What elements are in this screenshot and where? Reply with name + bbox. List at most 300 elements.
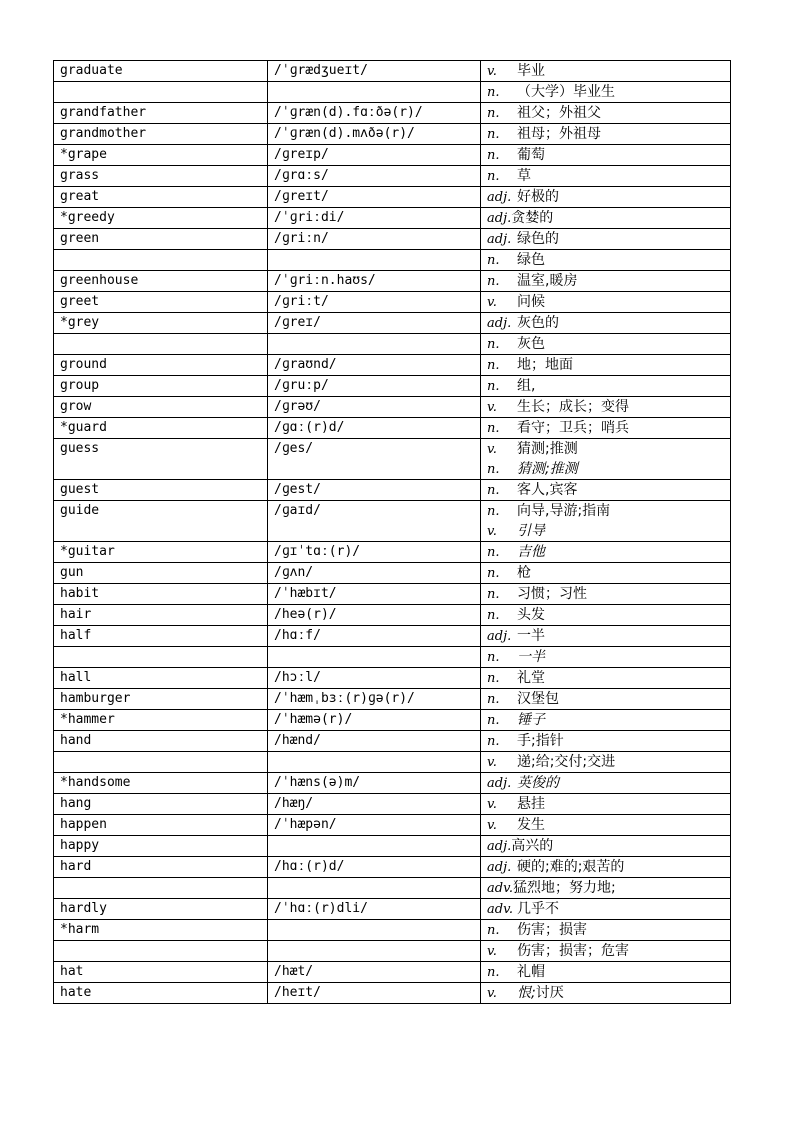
definition: 伤害；损害 [517, 922, 587, 938]
sense-line [487, 794, 730, 814]
table-row [54, 313, 731, 334]
phonetic-cell [268, 878, 481, 899]
phonetic-cell: /heɪt/ [268, 983, 481, 1004]
part-of-speech: v. [487, 986, 497, 1001]
part-of-speech: n. [487, 545, 500, 560]
sense-line [487, 752, 730, 772]
phonetic-cell: /hɔːl/ [268, 668, 481, 689]
phonetic-cell: /ˈɡræn(d).fɑːðə(r)/ [268, 103, 481, 124]
table-row [54, 773, 731, 794]
part-of-speech: n. [487, 587, 500, 602]
sense-line [487, 647, 730, 667]
part-of-speech: v. [487, 818, 497, 833]
word-cell: half [54, 626, 268, 647]
sense-line [487, 61, 730, 81]
sense-line [487, 668, 730, 688]
meaning-cell [481, 815, 731, 836]
definition: 组, [517, 378, 536, 394]
table-row [54, 480, 731, 501]
part-of-speech: n. [487, 566, 500, 581]
meaning-cell [481, 752, 731, 773]
definition: 几乎不 [517, 901, 559, 917]
word-cell: grass [54, 166, 268, 187]
word-cell: greet [54, 292, 268, 313]
word-cell [54, 82, 268, 103]
table-row [54, 124, 731, 145]
word-cell: green [54, 229, 268, 250]
phonetic-cell [268, 334, 481, 355]
sense-line [487, 103, 730, 123]
definition: 毕业 [517, 63, 545, 79]
phonetic-cell: /ˈhæmˌbɜː(r)ɡə(r)/ [268, 689, 481, 710]
part-of-speech: v. [487, 524, 497, 539]
meaning-cell [481, 480, 731, 501]
sense-line [487, 439, 730, 459]
definition: 猜测;推测 [517, 441, 578, 457]
table-row [54, 187, 731, 208]
definition: 一半 [517, 628, 545, 644]
meaning-cell [481, 124, 731, 145]
table-row [54, 542, 731, 563]
part-of-speech: v. [487, 64, 497, 79]
part-of-speech: v. [487, 944, 497, 959]
part-of-speech: n. [487, 462, 500, 477]
word-cell [54, 752, 268, 773]
phonetic-cell [268, 82, 481, 103]
word-cell: hall [54, 668, 268, 689]
table-row [54, 626, 731, 647]
definition: 猜测;推测 [517, 461, 578, 477]
table-row [54, 355, 731, 376]
sense-line [487, 187, 730, 207]
word-cell: hat [54, 962, 268, 983]
sense-line [487, 459, 730, 479]
part-of-speech: n. [487, 734, 500, 749]
phonetic-cell: /hɑː(r)d/ [268, 857, 481, 878]
meaning-cell [481, 605, 731, 626]
table-row [54, 271, 731, 292]
part-of-speech: n. [487, 692, 500, 707]
definition: 汉堡包 [517, 691, 559, 707]
word-cell: *guard [54, 418, 268, 439]
phonetic-cell: /heə(r)/ [268, 605, 481, 626]
word-cell: hair [54, 605, 268, 626]
part-of-speech: adv. [487, 881, 514, 896]
word-cell: guest [54, 480, 268, 501]
part-of-speech: v. [487, 755, 497, 770]
word-cell: great [54, 187, 268, 208]
table-row [54, 61, 731, 82]
part-of-speech: adj. [487, 316, 512, 331]
word-cell [54, 250, 268, 271]
phonetic-cell: /ˈɡrædʒueɪt/ [268, 61, 481, 82]
meaning-cell [481, 857, 731, 878]
table-row [54, 563, 731, 584]
phonetic-cell [268, 836, 481, 857]
sense-line [487, 292, 730, 312]
phonetic-cell [268, 647, 481, 668]
table-row [54, 794, 731, 815]
table-row [54, 647, 731, 668]
definition: 温室,暖房 [517, 273, 578, 289]
table-row [54, 920, 731, 941]
meaning-cell [481, 61, 731, 82]
part-of-speech: n. [487, 650, 500, 665]
sense-line [487, 731, 730, 751]
part-of-speech: n. [487, 504, 500, 519]
sense-line [487, 271, 730, 291]
meaning-cell [481, 334, 731, 355]
part-of-speech: v. [487, 400, 497, 415]
sense-line [487, 983, 730, 1003]
definition-rest: 讨厌 [535, 985, 564, 1001]
part-of-speech: n. [487, 358, 500, 373]
table-row [54, 292, 731, 313]
sense-line [487, 920, 730, 940]
phonetic-cell: /ɡrɑːs/ [268, 166, 481, 187]
part-of-speech: adv. [487, 902, 514, 917]
meaning-cell [481, 501, 731, 542]
meaning-cell [481, 397, 731, 418]
sense-line [487, 355, 730, 375]
meaning-cell [481, 376, 731, 397]
sense-line [487, 542, 730, 562]
word-cell: *grey [54, 313, 268, 334]
definition: 礼堂 [517, 670, 545, 686]
table-row [54, 418, 731, 439]
word-cell: habit [54, 584, 268, 605]
word-cell: graduate [54, 61, 268, 82]
definition-italic-part: 恨; [517, 985, 536, 1001]
part-of-speech: n. [487, 608, 500, 623]
phonetic-cell: /ˈhæmə(r)/ [268, 710, 481, 731]
table-row [54, 397, 731, 418]
part-of-speech: adj. [487, 211, 512, 226]
phonetic-cell: /ɡʌn/ [268, 563, 481, 584]
table-row [54, 82, 731, 103]
part-of-speech: v. [487, 442, 497, 457]
meaning-cell [481, 563, 731, 584]
sense-line [487, 208, 730, 228]
definition: 悬挂 [517, 796, 545, 812]
phonetic-cell: /ɡraʊnd/ [268, 355, 481, 376]
part-of-speech: adj. [487, 839, 512, 854]
meaning-cell [481, 941, 731, 962]
part-of-speech: adj. [487, 629, 512, 644]
meaning-cell [481, 82, 731, 103]
word-cell: grandmother [54, 124, 268, 145]
sense-line [487, 376, 730, 396]
phonetic-cell: /hɑːf/ [268, 626, 481, 647]
meaning-cell [481, 313, 731, 334]
part-of-speech: n. [487, 421, 500, 436]
meaning-cell [481, 647, 731, 668]
phonetic-cell: /ɡreɪ/ [268, 313, 481, 334]
part-of-speech: n. [487, 169, 500, 184]
definition: 猛烈地；努力地; [513, 880, 616, 896]
meaning-cell [481, 962, 731, 983]
sense-line [487, 962, 730, 982]
definition: 锤子 [517, 712, 545, 728]
meaning-cell [481, 773, 731, 794]
definition: 绿色的 [517, 231, 559, 247]
phonetic-cell [268, 752, 481, 773]
phonetic-cell: /ɡɑː(r)d/ [268, 418, 481, 439]
table-row [54, 501, 731, 542]
part-of-speech: n. [487, 923, 500, 938]
table-row [54, 439, 731, 480]
sense-line [487, 857, 730, 877]
phonetic-cell: /ɡreɪt/ [268, 187, 481, 208]
meaning-cell [481, 878, 731, 899]
meaning-cell [481, 794, 731, 815]
phonetic-cell: /ˈhɑː(r)dli/ [268, 899, 481, 920]
meaning-cell [481, 836, 731, 857]
phonetic-cell: /ɡest/ [268, 480, 481, 501]
phonetic-cell: /ˈɡræn(d).mʌðə(r)/ [268, 124, 481, 145]
definition: 灰色的 [517, 315, 559, 331]
phonetic-cell: /hæt/ [268, 962, 481, 983]
table-row [54, 710, 731, 731]
definition: 习惯；习性 [517, 586, 587, 602]
table-row [54, 229, 731, 250]
sense-line [487, 941, 730, 961]
phonetic-cell: /ɡriːn/ [268, 229, 481, 250]
table-row [54, 376, 731, 397]
word-cell: *guitar [54, 542, 268, 563]
table-row [54, 689, 731, 710]
part-of-speech: n. [487, 148, 500, 163]
definition: 向导,导游;指南 [517, 503, 611, 519]
table-row [54, 103, 731, 124]
meaning-cell [481, 542, 731, 563]
part-of-speech: n. [487, 671, 500, 686]
word-cell: hate [54, 983, 268, 1004]
word-cell [54, 941, 268, 962]
table-row [54, 983, 731, 1004]
definition: 硬的;难的;艰苦的 [517, 859, 625, 875]
definition: 手;指针 [517, 733, 564, 749]
word-cell: happen [54, 815, 268, 836]
vocabulary-page [53, 60, 730, 1004]
phonetic-cell: /ɡɪˈtɑː(r)/ [268, 542, 481, 563]
word-cell: ground [54, 355, 268, 376]
part-of-speech: n. [487, 337, 500, 352]
phonetic-cell [268, 920, 481, 941]
word-cell: grandfather [54, 103, 268, 124]
meaning-cell [481, 271, 731, 292]
definition: 英俊的 [517, 775, 559, 791]
word-cell: hamburger [54, 689, 268, 710]
table-row [54, 208, 731, 229]
meaning-cell [481, 983, 731, 1004]
definition: 灰色 [517, 336, 545, 352]
definition: 问候 [517, 294, 545, 310]
table-row [54, 250, 731, 271]
part-of-speech: n. [487, 965, 500, 980]
table-row [54, 899, 731, 920]
definition: 生长；成长；变得 [517, 399, 629, 415]
table-row [54, 731, 731, 752]
part-of-speech: n. [487, 106, 500, 121]
meaning-cell [481, 250, 731, 271]
definition: 引导 [517, 523, 545, 539]
part-of-speech: v. [487, 797, 497, 812]
meaning-cell [481, 355, 731, 376]
meaning-cell [481, 626, 731, 647]
phonetic-cell: /ɡaɪd/ [268, 501, 481, 542]
part-of-speech: n. [487, 253, 500, 268]
table-row [54, 836, 731, 857]
definition: 祖母；外祖母 [517, 126, 601, 142]
meaning-cell [481, 668, 731, 689]
word-cell: hand [54, 731, 268, 752]
definition: 客人,宾客 [517, 482, 578, 498]
definition: 草 [517, 168, 531, 184]
word-cell: *handsome [54, 773, 268, 794]
part-of-speech: n. [487, 713, 500, 728]
sense-line [487, 229, 730, 249]
definition: 祖父；外祖父 [517, 105, 601, 121]
word-cell: *hammer [54, 710, 268, 731]
meaning-cell [481, 920, 731, 941]
sense-line [487, 710, 730, 730]
part-of-speech: adj. [487, 190, 512, 205]
part-of-speech: n. [487, 379, 500, 394]
table-row [54, 962, 731, 983]
part-of-speech: n. [487, 127, 500, 142]
word-cell [54, 647, 268, 668]
sense-line [487, 815, 730, 835]
phonetic-cell: /hæŋ/ [268, 794, 481, 815]
part-of-speech: n. [487, 274, 500, 289]
part-of-speech: adj. [487, 860, 512, 875]
vocabulary-table-body [54, 61, 731, 1004]
phonetic-cell: /ɡreɪp/ [268, 145, 481, 166]
table-row [54, 815, 731, 836]
word-cell: happy [54, 836, 268, 857]
word-cell: guess [54, 439, 268, 480]
definition: 递;给;交付;交进 [517, 754, 616, 770]
word-cell: *grape [54, 145, 268, 166]
meaning-cell [481, 731, 731, 752]
meaning-cell [481, 187, 731, 208]
part-of-speech: adj. [487, 776, 512, 791]
word-cell: greenhouse [54, 271, 268, 292]
table-row [54, 857, 731, 878]
word-cell: *greedy [54, 208, 268, 229]
word-cell [54, 334, 268, 355]
sense-line [487, 480, 730, 500]
sense-line [487, 82, 730, 102]
table-row [54, 584, 731, 605]
sense-line [487, 166, 730, 186]
part-of-speech: n. [487, 85, 500, 100]
phonetic-cell: /hænd/ [268, 731, 481, 752]
table-row [54, 941, 731, 962]
meaning-cell [481, 229, 731, 250]
definition: 好极的 [517, 189, 559, 205]
meaning-cell [481, 145, 731, 166]
definition: 一半 [517, 649, 545, 665]
meaning-cell [481, 208, 731, 229]
phonetic-cell: /ˈɡriːn.haʊs/ [268, 271, 481, 292]
part-of-speech: v. [487, 295, 497, 310]
meaning-cell [481, 439, 731, 480]
phonetic-cell: /ɡes/ [268, 439, 481, 480]
meaning-cell [481, 166, 731, 187]
definition: 伤害；损害；危害 [517, 943, 629, 959]
sense-line [487, 397, 730, 417]
word-cell: hardly [54, 899, 268, 920]
word-cell: gun [54, 563, 268, 584]
phonetic-cell: /ˈhæbɪt/ [268, 584, 481, 605]
definition: 葡萄 [517, 147, 545, 163]
meaning-cell [481, 584, 731, 605]
word-cell: group [54, 376, 268, 397]
word-cell: grow [54, 397, 268, 418]
sense-line [487, 334, 730, 354]
table-row [54, 334, 731, 355]
sense-line [487, 878, 730, 898]
sense-line [487, 250, 730, 270]
definition: 枪 [517, 565, 531, 581]
sense-line [487, 899, 730, 919]
definition: （大学）毕业生 [517, 84, 615, 100]
sense-line [487, 521, 730, 541]
table-row [54, 668, 731, 689]
phonetic-cell: /ˈɡriːdi/ [268, 208, 481, 229]
definition: 吉他 [517, 544, 545, 560]
part-of-speech: n. [487, 483, 500, 498]
word-cell: hang [54, 794, 268, 815]
meaning-cell [481, 418, 731, 439]
definition: 看守；卫兵；哨兵 [517, 420, 629, 436]
phonetic-cell: /ɡriːt/ [268, 292, 481, 313]
definition: 发生 [517, 817, 545, 833]
sense-line [487, 145, 730, 165]
definition: 地；地面 [517, 357, 573, 373]
sense-line [487, 626, 730, 646]
sense-line [487, 313, 730, 333]
definition: 高兴的 [511, 838, 554, 854]
sense-line [487, 124, 730, 144]
meaning-cell [481, 899, 731, 920]
phonetic-cell: /ɡrəʊ/ [268, 397, 481, 418]
table-row [54, 878, 731, 899]
definition: 头发 [517, 607, 545, 623]
definition: 绿色 [517, 252, 545, 268]
meaning-cell [481, 710, 731, 731]
word-cell: hard [54, 857, 268, 878]
phonetic-cell: /ɡruːp/ [268, 376, 481, 397]
phonetic-cell: /ˈhæpən/ [268, 815, 481, 836]
table-row [54, 752, 731, 773]
phonetic-cell: /ˈhæns(ə)m/ [268, 773, 481, 794]
sense-line [487, 773, 730, 793]
sense-line [487, 836, 730, 856]
table-row [54, 166, 731, 187]
sense-line [487, 584, 730, 604]
word-cell: *harm [54, 920, 268, 941]
table-row [54, 145, 731, 166]
sense-line [487, 605, 730, 625]
sense-line [487, 501, 730, 521]
word-cell: guide [54, 501, 268, 542]
word-cell [54, 878, 268, 899]
meaning-cell [481, 103, 731, 124]
phonetic-cell [268, 250, 481, 271]
